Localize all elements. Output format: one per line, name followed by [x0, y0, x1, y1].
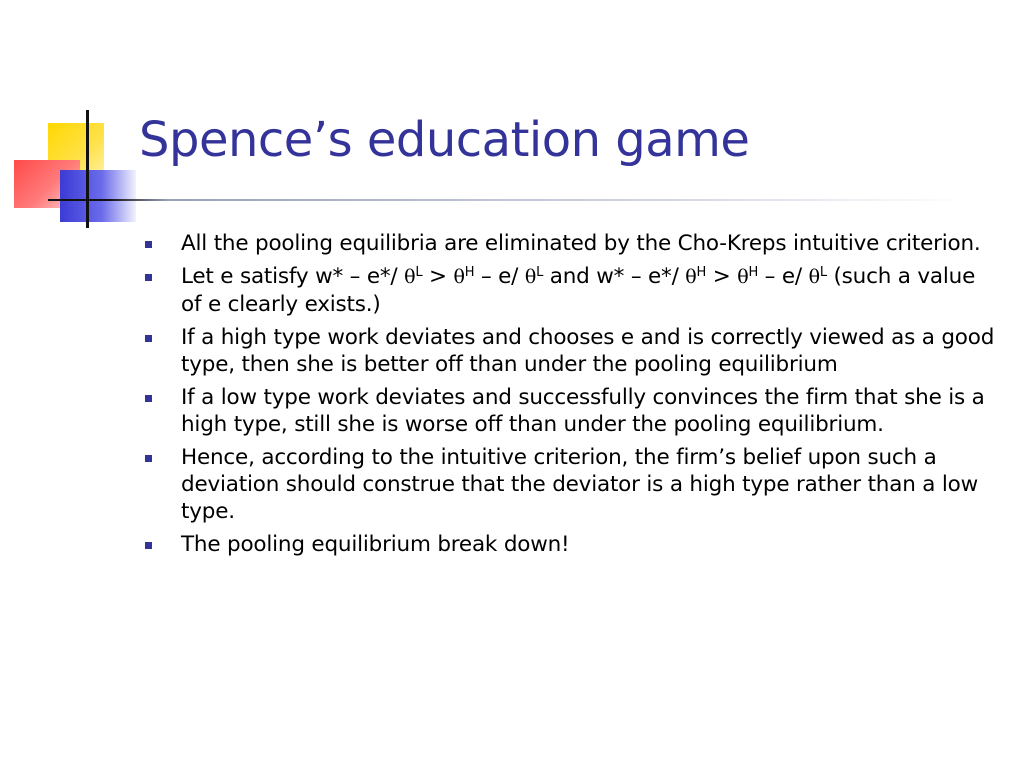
square-bullet-icon [145, 395, 152, 402]
bullet-text: Let e satisfy w* – e*/ $\theta^L > \theta^H - e/$ $\theta^L$ and w* – e*/ $\theta^H > \theta^H - e/$ $\theta^L$ (such a value of e clearly exists.) [181, 264, 976, 317]
slide-logo-decoration [0, 0, 150, 240]
square-bullet-icon [145, 241, 152, 248]
vertical-rule [86, 110, 89, 228]
bullet-item [145, 230, 1000, 257]
square-bullet-icon [145, 455, 152, 462]
slide-title: Spence’s education game [139, 112, 750, 168]
bullet-item [145, 384, 1000, 438]
square-bullet-icon [145, 274, 152, 281]
bullet-item [145, 531, 1000, 558]
title-underline-rule [48, 199, 968, 201]
square-bullet-icon [145, 335, 152, 342]
bullet-item [145, 263, 1000, 318]
bullet-text: If a low type work deviates and successfully convinces the firm that she is a high type, still she is worse off than under the pooling equilibrium. [181, 385, 985, 437]
bullet-list [145, 230, 1000, 564]
blue-square-decoration [60, 170, 136, 222]
bullet-text: Hence, according to the intuitive criterion, the firm’s belief upon such a deviation should construe that the deviator is a high type rather than a low type. [181, 445, 978, 524]
bullet-text: All the pooling equilibria are eliminated by the Cho-Kreps intuitive criterion. [181, 231, 981, 256]
bullet-text: If a high type work deviates and chooses e and is correctly viewed as a good type, then she is better off than under the pooling equilibrium [181, 325, 995, 377]
bullet-item [145, 444, 1000, 525]
square-bullet-icon [145, 542, 152, 549]
bullet-item [145, 324, 1000, 378]
bullet-text: The pooling equilibrium break down! [181, 532, 570, 557]
